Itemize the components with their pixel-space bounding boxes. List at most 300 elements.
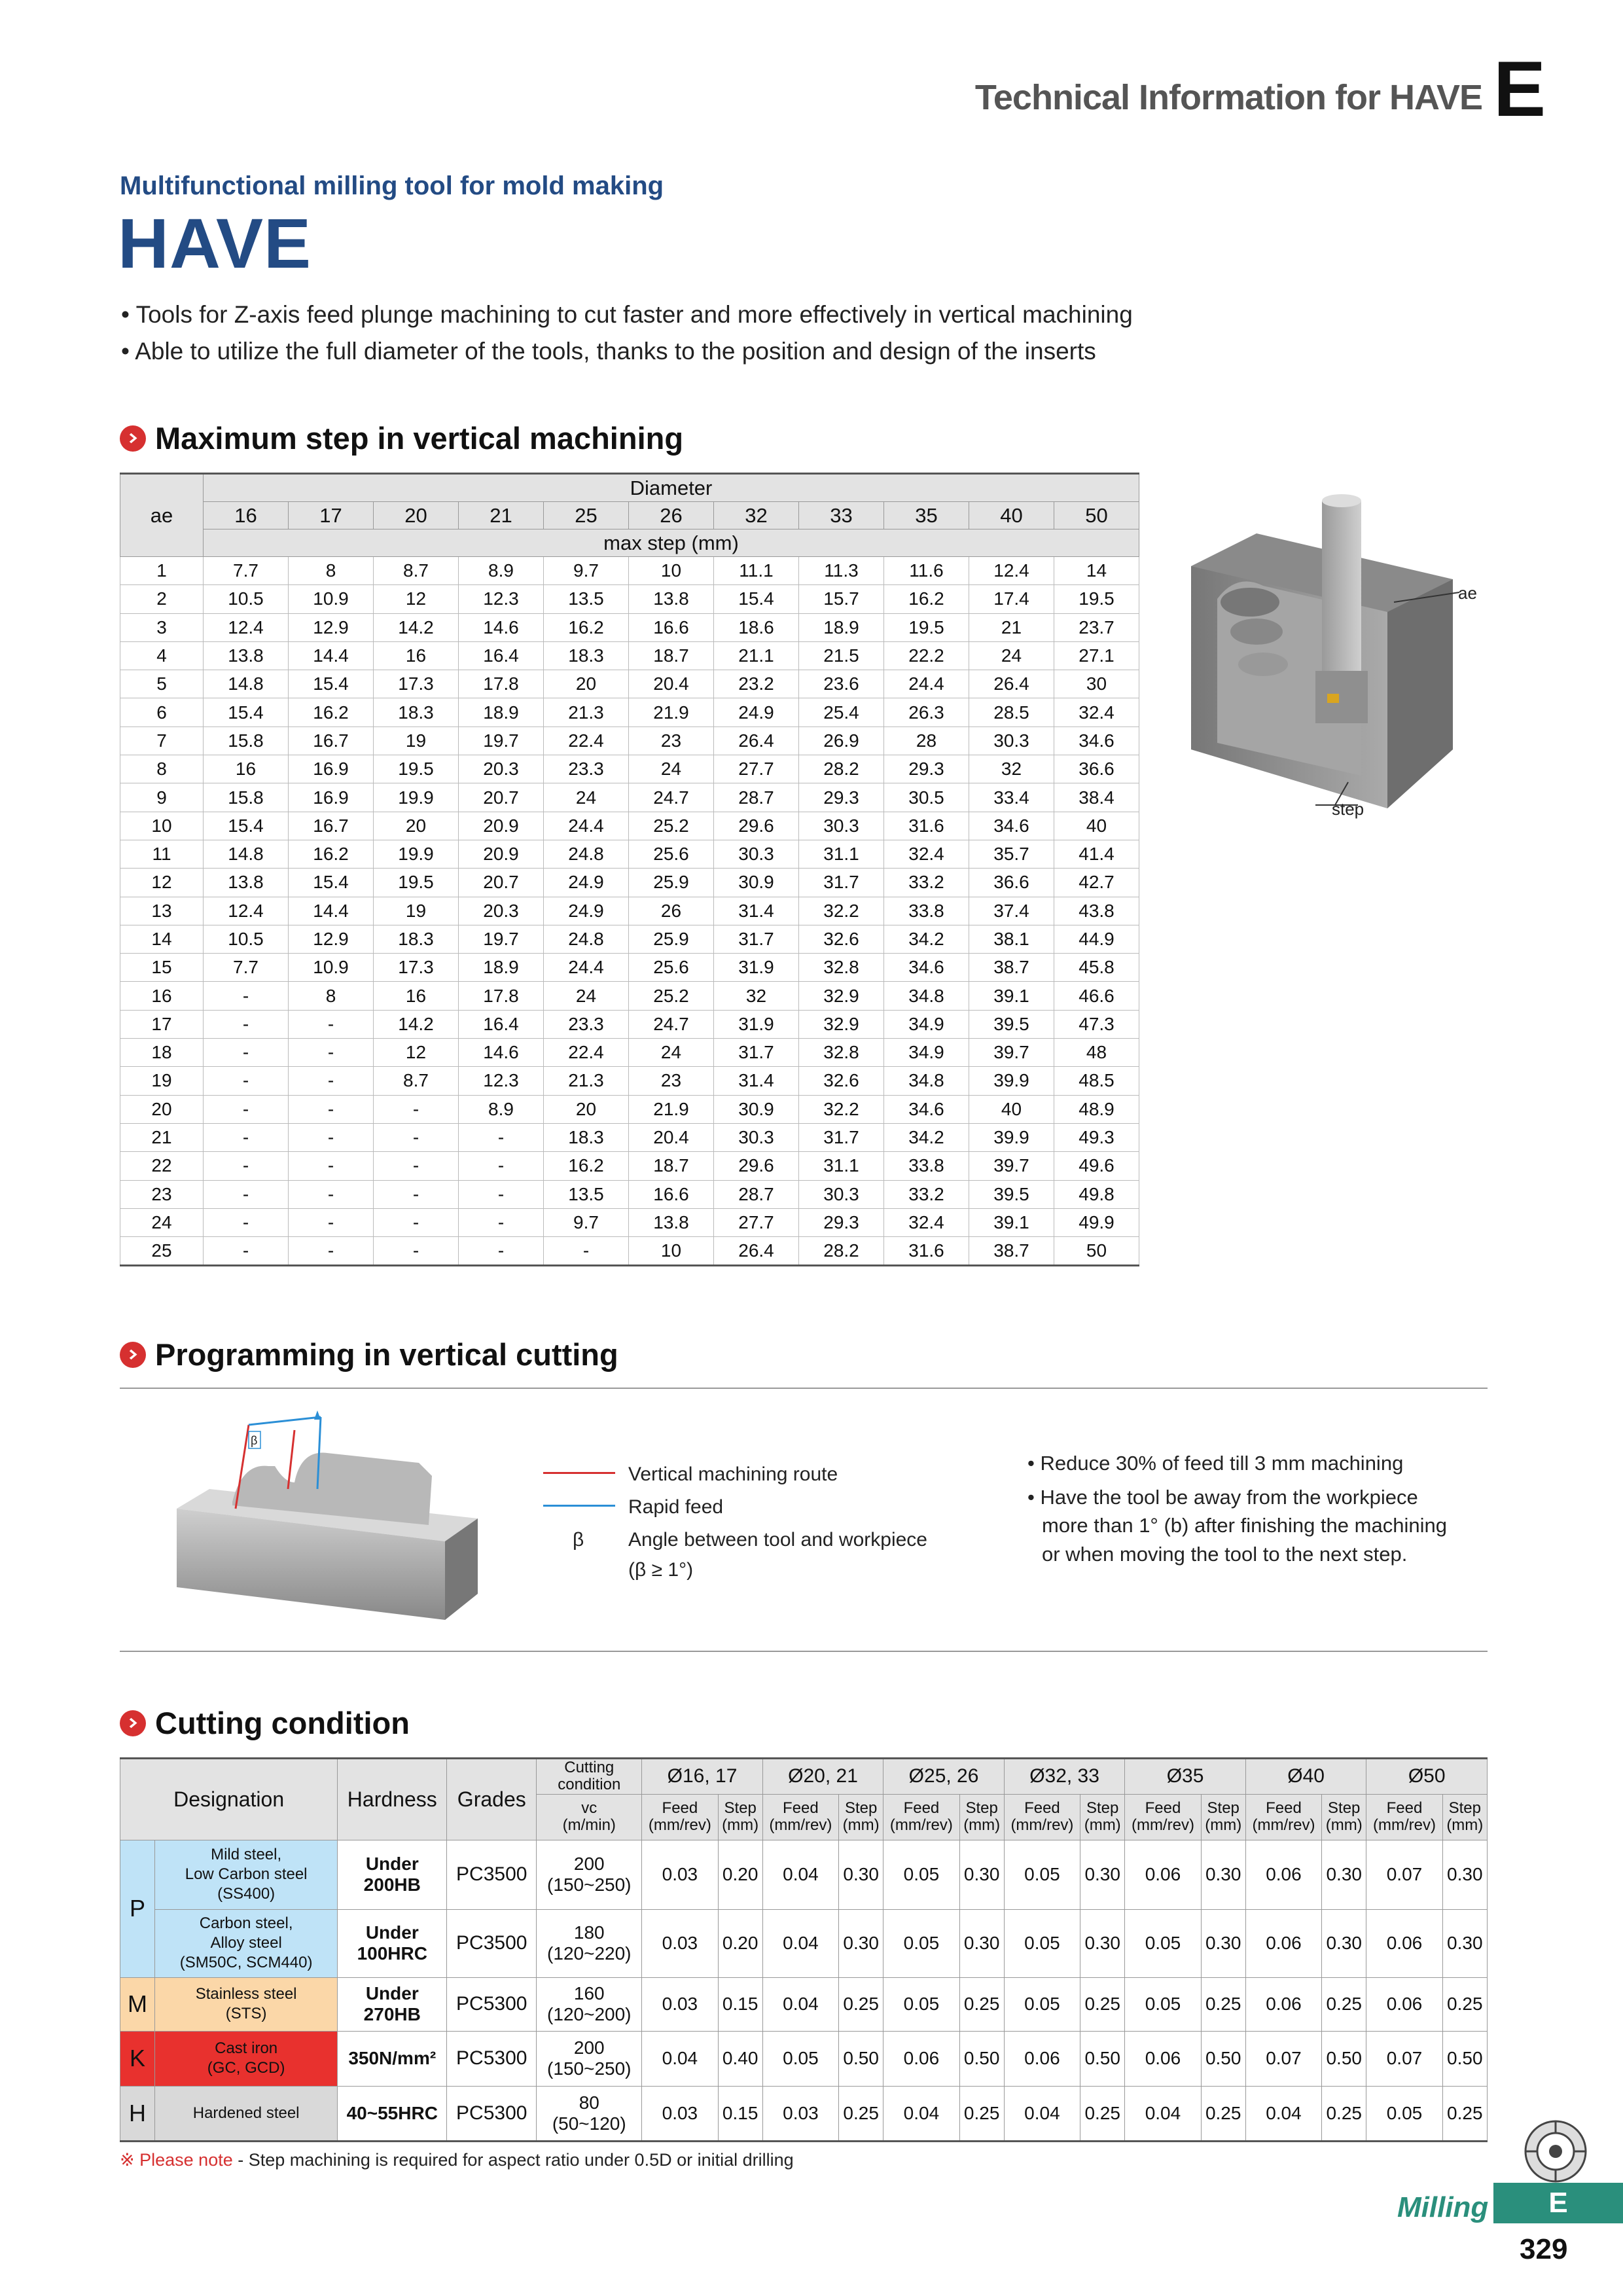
material-group-cell: M <box>120 1977 155 2031</box>
step-cell: 30.3 <box>714 1123 799 1151</box>
step-cell: 0.30 <box>1201 1840 1245 1909</box>
step-cell: 18.9 <box>459 954 544 982</box>
step-cell: 31.1 <box>799 1152 884 1180</box>
ae-cell: 23 <box>120 1180 204 1208</box>
step-cell: 44.9 <box>1054 925 1139 953</box>
feed-cell: 0.07 <box>1366 1840 1442 1909</box>
step-cell: 34.2 <box>884 925 969 953</box>
step-cell: 12.4 <box>204 897 289 925</box>
step-cell: 38.1 <box>969 925 1054 953</box>
note-1: • Reduce 30% of feed till 3 mm machining <box>1027 1452 1404 1475</box>
feed-cell: 0.03 <box>762 2086 838 2141</box>
step-cell: 0.50 <box>959 2031 1004 2086</box>
feed-label: Feed <box>903 1799 940 1817</box>
feed-subheader <box>642 1794 718 1840</box>
step-cell: - <box>289 1237 374 1266</box>
grade-cell: PC3500 <box>447 1909 537 1977</box>
step-cell: 0.30 <box>1442 1840 1487 1909</box>
step-cell: 10.9 <box>289 954 374 982</box>
step-cell: 28.2 <box>799 755 884 783</box>
step-cell: 12.3 <box>459 1067 544 1095</box>
table-row <box>120 698 1139 726</box>
step-cell: - <box>289 1095 374 1123</box>
step-cell: 42.7 <box>1054 869 1139 897</box>
step-subheader <box>839 1794 883 1840</box>
table-row <box>120 1010 1139 1038</box>
step-cell: 32.4 <box>884 840 969 868</box>
step-cell: 11.6 <box>884 557 969 585</box>
feed-cell: 0.04 <box>762 1977 838 2031</box>
table-row <box>120 2031 1488 2086</box>
diameter-group-header: Ø32, 33 <box>1004 1759 1125 1795</box>
feed-label: Feed <box>1266 1799 1302 1817</box>
footer-section-label: Milling <box>1397 2191 1489 2223</box>
step-cell: 34.6 <box>884 954 969 982</box>
step-subheader <box>718 1794 762 1840</box>
material-line: (GC, GCD) <box>207 2059 285 2077</box>
step-cell: 19 <box>374 897 459 925</box>
feed-subheader <box>1125 1794 1201 1840</box>
step-unit: (mm) <box>1325 1816 1363 1835</box>
step-cell: 24.8 <box>544 925 629 953</box>
step-cell: 8 <box>289 982 374 1010</box>
vc-header <box>537 1794 642 1840</box>
step-cell: 12.3 <box>459 585 544 613</box>
bullet-1-text: Tools for Z-axis feed plunge machining to cut faster and more effectively in vertical machining <box>135 301 1133 328</box>
step-cell: 13.8 <box>629 585 714 613</box>
ae-cell: 14 <box>120 925 204 953</box>
feed-cell: 0.05 <box>1125 1909 1201 1977</box>
feed-cell: 0.05 <box>883 1909 959 1977</box>
header-title: Technical Information for HAVE <box>974 78 1482 117</box>
hardness-line: 200HB <box>363 1874 421 1895</box>
cutting-condition-header: Cutting condition <box>537 1759 642 1795</box>
ae-cell: 4 <box>120 641 204 670</box>
step-subheader <box>1442 1794 1487 1840</box>
step-cell: 0.30 <box>1322 1840 1366 1909</box>
vertical-machining-diagram <box>1178 475 1492 828</box>
step-cell: 40 <box>969 1095 1054 1123</box>
step-cell: - <box>459 1152 544 1180</box>
step-cell: - <box>289 1123 374 1151</box>
step-cell: 38.7 <box>969 1237 1054 1266</box>
step-cell: 8.7 <box>374 1067 459 1095</box>
step-cell: - <box>544 1237 629 1266</box>
diameter-col-header: 21 <box>459 502 544 529</box>
step-cell: - <box>204 1039 289 1067</box>
feed-subheader <box>762 1794 838 1840</box>
ae-cell: 22 <box>120 1152 204 1180</box>
vc-range: (120~200) <box>547 2004 632 2025</box>
step-cell: 16.2 <box>884 585 969 613</box>
step-label: step <box>1332 799 1364 819</box>
step-cell: 32.6 <box>799 925 884 953</box>
step-cell: 13.8 <box>629 1208 714 1236</box>
step-cell: 0.30 <box>839 1909 883 1977</box>
step-cell: 16.9 <box>289 755 374 783</box>
ae-cell: 21 <box>120 1123 204 1151</box>
feed-unit: (mm/rev) <box>889 1816 953 1835</box>
step-cell: 20 <box>544 1095 629 1123</box>
vc-range: (150~250) <box>547 1874 632 1895</box>
diameter-col-header: 26 <box>629 502 714 529</box>
step-cell: 0.30 <box>1201 1909 1245 1977</box>
hardness-cell <box>338 2031 447 2086</box>
step-cell: 0.25 <box>959 1977 1004 2031</box>
step-cell: 18.7 <box>629 1152 714 1180</box>
vc-unit: (m/min) <box>562 1816 616 1835</box>
step-cell: 31.4 <box>714 897 799 925</box>
feed-label: Feed <box>783 1799 819 1817</box>
step-cell: 24.9 <box>544 869 629 897</box>
material-line: (SS400) <box>217 1885 276 1903</box>
step-cell: 13.8 <box>204 641 289 670</box>
step-cell: 32.4 <box>884 1208 969 1236</box>
step-cell: 0.25 <box>839 1977 883 2031</box>
step-cell: 0.25 <box>1442 2086 1487 2141</box>
step-unit: (mm) <box>963 1816 1001 1835</box>
step-cell: 23.7 <box>1054 613 1139 641</box>
hardness-line: Under <box>365 1922 419 1943</box>
step-cell: - <box>289 1180 374 1208</box>
step-label: Step <box>1086 1799 1119 1817</box>
arrow-circle-icon <box>120 425 146 452</box>
step-cell: 15.4 <box>289 670 374 698</box>
step-unit: (mm) <box>842 1816 880 1835</box>
feed-cell: 0.04 <box>883 2086 959 2141</box>
arrow-circle-icon <box>120 1710 146 1736</box>
step-cell: 24.8 <box>544 840 629 868</box>
step-cell: 33.4 <box>969 783 1054 812</box>
product-title: HAVE <box>118 204 312 283</box>
feed-cell: 0.05 <box>1004 1977 1080 2031</box>
diameter-col-header: 35 <box>884 502 969 529</box>
vc-cell <box>537 2086 642 2141</box>
step-cell: 39.7 <box>969 1152 1054 1180</box>
step-cell: 16 <box>374 982 459 1010</box>
step-cell: 49.6 <box>1054 1152 1139 1180</box>
step-cell: 7.7 <box>204 954 289 982</box>
vc-value: 80 <box>579 2092 599 2113</box>
feed-label: Feed <box>1024 1799 1060 1817</box>
note-2: • Have the tool be away from the workpiece more than 1° (b) after finishing the machining or when moving the tool to the next step. <box>1027 1486 1447 1566</box>
step-cell: 12.9 <box>289 613 374 641</box>
feed-cell: 0.05 <box>1125 1977 1201 2031</box>
hardness-header: Hardness <box>338 1759 447 1840</box>
step-cell: 11.1 <box>714 557 799 585</box>
table-row <box>120 925 1139 953</box>
feed-cell: 0.06 <box>1245 1840 1321 1909</box>
feed-cell: 0.04 <box>1245 2086 1321 2141</box>
step-cell: 26.9 <box>799 726 884 755</box>
step-cell: 0.30 <box>959 1840 1004 1909</box>
material-cell <box>155 1977 338 2031</box>
hardness-cell <box>338 1909 447 1977</box>
page-number: 329 <box>1520 2233 1568 2265</box>
step-cell: 25.9 <box>629 869 714 897</box>
step-cell: 35.7 <box>969 840 1054 868</box>
step-cell: 10 <box>629 557 714 585</box>
ae-cell: 8 <box>120 755 204 783</box>
step-cell: 24.7 <box>629 1010 714 1038</box>
step-cell: 33.8 <box>884 897 969 925</box>
step-unit: (mm) <box>1205 1816 1242 1835</box>
step-cell: 13.5 <box>544 585 629 613</box>
step-cell: - <box>374 1180 459 1208</box>
step-label: Step <box>1207 1799 1240 1817</box>
step-cell: 24.4 <box>884 670 969 698</box>
step-cell: 41.4 <box>1054 840 1139 868</box>
step-cell: 17.3 <box>374 954 459 982</box>
step-cell: 29.6 <box>714 812 799 840</box>
table-row <box>120 755 1139 783</box>
divider <box>120 1651 1488 1652</box>
step-cell: 32.8 <box>799 954 884 982</box>
step-cell: 0.25 <box>1201 2086 1245 2141</box>
step-cell: - <box>204 1237 289 1266</box>
step-cell: 17.4 <box>969 585 1054 613</box>
table-row <box>120 869 1139 897</box>
table-row <box>120 2086 1488 2141</box>
table-row <box>120 726 1139 755</box>
material-line: Mild steel, <box>211 1846 282 1864</box>
section-heading-step <box>120 420 683 456</box>
step-cell: 8.9 <box>459 557 544 585</box>
ae-cell: 17 <box>120 1010 204 1038</box>
feed-cell: 0.03 <box>642 2086 718 2141</box>
ae-cell: 24 <box>120 1208 204 1236</box>
step-cell: 20 <box>544 670 629 698</box>
step-cell: 48 <box>1054 1039 1139 1067</box>
diameter-col-header: 20 <box>374 502 459 529</box>
step-cell: 14.4 <box>289 897 374 925</box>
feed-cell: 0.04 <box>1125 2086 1201 2141</box>
subtitle: Multifunctional milling tool for mold making <box>120 171 664 200</box>
step-cell: 39.1 <box>969 1208 1054 1236</box>
step-cell: 27.7 <box>714 1208 799 1236</box>
step-cell: 19.5 <box>1054 585 1139 613</box>
step-cell: 9.7 <box>544 1208 629 1236</box>
grade-cell: PC5300 <box>447 2086 537 2141</box>
step-cell: 19.9 <box>374 840 459 868</box>
step-cell: 39.5 <box>969 1010 1054 1038</box>
step-cell: 16.2 <box>289 840 374 868</box>
hardness-line: Under <box>365 1983 419 2004</box>
step-cell: 20.4 <box>629 670 714 698</box>
step-cell: 33.2 <box>884 1180 969 1208</box>
table-row <box>120 1152 1139 1180</box>
step-cell: 30 <box>1054 670 1139 698</box>
step-cell: 17.3 <box>374 670 459 698</box>
step-cell: - <box>289 1152 374 1180</box>
step-unit: (mm) <box>1446 1816 1484 1835</box>
material-line: Hardened steel <box>192 2104 300 2122</box>
step-cell: 34.6 <box>1054 726 1139 755</box>
feed-cell: 0.07 <box>1366 2031 1442 2086</box>
footnote <box>120 2150 794 2170</box>
step-cell: 15.4 <box>204 698 289 726</box>
diameter-group-header: Ø50 <box>1366 1759 1488 1795</box>
step-cell: 27.1 <box>1054 641 1139 670</box>
step-cell: 15.4 <box>289 869 374 897</box>
feed-cell: 0.06 <box>1125 2031 1201 2086</box>
ae-cell: 1 <box>120 557 204 585</box>
bullet-2-text: Able to utilize the full diameter of the tools, thanks to the position and design of the inserts <box>135 338 1096 365</box>
step-cell: 25.2 <box>629 812 714 840</box>
vc-cell <box>537 1840 642 1909</box>
step-subheader <box>959 1794 1004 1840</box>
diameter-col-header: 25 <box>544 502 629 529</box>
step-cell: 33.8 <box>884 1152 969 1180</box>
diameter-group-header: Ø16, 17 <box>642 1759 763 1795</box>
step-cell: 26.4 <box>714 726 799 755</box>
vc-cell <box>537 2031 642 2086</box>
step-cell: 25.6 <box>629 840 714 868</box>
step-cell: 16.7 <box>289 726 374 755</box>
step-cell: 30.3 <box>799 1180 884 1208</box>
step-cell: 0.25 <box>839 2086 883 2141</box>
max-step-header: max step (mm) <box>204 529 1139 557</box>
step-cell: 20.3 <box>459 755 544 783</box>
step-cell: 24 <box>969 641 1054 670</box>
step-cell: 15.8 <box>204 783 289 812</box>
section-heading-cutting <box>120 1705 410 1741</box>
step-cell: 39.9 <box>969 1067 1054 1095</box>
diameter-col-header: 16 <box>204 502 289 529</box>
ae-cell: 19 <box>120 1067 204 1095</box>
programming-diagram <box>170 1410 484 1626</box>
step-cell: 39.7 <box>969 1039 1054 1067</box>
step-cell: 28.7 <box>714 783 799 812</box>
step-subheader <box>1322 1794 1366 1840</box>
material-line: (STS) <box>225 2005 267 2023</box>
ae-cell: 2 <box>120 585 204 613</box>
step-cell: 14.6 <box>459 1039 544 1067</box>
grades-header: Grades <box>447 1759 537 1840</box>
step-cell: 10 <box>629 1237 714 1266</box>
step-cell: 0.20 <box>718 1909 762 1977</box>
legend-vertical-route: Vertical machining route <box>628 1463 838 1485</box>
step-cell: 10.5 <box>204 585 289 613</box>
step-cell: 14.2 <box>374 613 459 641</box>
step-cell: 32.9 <box>799 1010 884 1038</box>
material-line: Alloy steel <box>210 1934 282 1952</box>
step-cell: 30.3 <box>969 726 1054 755</box>
step-cell: 49.3 <box>1054 1123 1139 1151</box>
step-cell: 11.3 <box>799 557 884 585</box>
step-cell: 31.6 <box>884 1237 969 1266</box>
step-cell: 50 <box>1054 1237 1139 1266</box>
designation-header: Designation <box>120 1759 338 1840</box>
step-cell: - <box>204 982 289 1010</box>
vc-range: (120~220) <box>547 1943 632 1964</box>
table-row <box>120 783 1139 812</box>
step-cell: 0.50 <box>1322 2031 1366 2086</box>
feed-label: Feed <box>1145 1799 1181 1817</box>
step-cell: 14.6 <box>459 613 544 641</box>
step-cell: 0.25 <box>959 2086 1004 2141</box>
step-cell: - <box>459 1180 544 1208</box>
step-cell: 24 <box>544 783 629 812</box>
step-label: Step <box>724 1799 757 1817</box>
step-cell: 0.25 <box>1322 1977 1366 2031</box>
legend-rapid-feed: Rapid feed <box>628 1496 724 1518</box>
step-cell: 45.8 <box>1054 954 1139 982</box>
ae-cell: 25 <box>120 1237 204 1266</box>
step-cell: 34.9 <box>884 1010 969 1038</box>
step-cell: 12.4 <box>969 557 1054 585</box>
feed-unit: (mm/rev) <box>648 1816 711 1835</box>
ae-cell: 13 <box>120 897 204 925</box>
material-cell <box>155 1909 338 1977</box>
step-table <box>120 473 1139 1266</box>
step-cell: 0.25 <box>1442 1977 1487 2031</box>
step-cell: 16.2 <box>544 613 629 641</box>
ae-cell: 7 <box>120 726 204 755</box>
step-cell: 29.3 <box>799 783 884 812</box>
step-cell: 32.4 <box>1054 698 1139 726</box>
step-cell: 22.4 <box>544 1039 629 1067</box>
step-cell: 16.2 <box>289 698 374 726</box>
hardness-line: Under <box>365 1854 419 1874</box>
step-cell: 46.6 <box>1054 982 1139 1010</box>
feed-cell: 0.04 <box>762 1840 838 1909</box>
feed-cell: 0.04 <box>762 1909 838 1977</box>
step-cell: 20 <box>374 812 459 840</box>
step-cell: - <box>374 1208 459 1236</box>
table-row <box>120 557 1139 585</box>
step-cell: 23.6 <box>799 670 884 698</box>
note-2-text: Have the tool be away from the workpiece more than 1° (b) after finishing the machining or when moving the tool to the next step. <box>1040 1486 1447 1566</box>
table-row <box>120 1123 1139 1151</box>
step-cell: - <box>289 1208 374 1236</box>
step-cell: 0.15 <box>718 2086 762 2141</box>
step-cell: 23 <box>629 1067 714 1095</box>
milling-tool-icon <box>1522 2117 1590 2186</box>
vc-value: 200 <box>573 1854 605 1874</box>
step-cell: 0.20 <box>718 1840 762 1909</box>
step-cell: 18.7 <box>629 641 714 670</box>
step-cell: 20.7 <box>459 869 544 897</box>
step-cell: 48.9 <box>1054 1095 1139 1123</box>
ae-cell: 20 <box>120 1095 204 1123</box>
step-cell: 19 <box>374 726 459 755</box>
material-cell <box>155 2086 338 2141</box>
feed-cell: 0.06 <box>883 2031 959 2086</box>
step-label: Step <box>1448 1799 1481 1817</box>
step-cell: 31.9 <box>714 954 799 982</box>
step-cell: - <box>459 1237 544 1266</box>
feed-cell: 0.03 <box>642 1977 718 2031</box>
section-heading-programming <box>120 1336 618 1372</box>
step-cell: 21.9 <box>629 1095 714 1123</box>
step-cell: 23.3 <box>544 1010 629 1038</box>
step-cell: 0.30 <box>839 1840 883 1909</box>
step-cell: 39.1 <box>969 982 1054 1010</box>
step-cell: 40 <box>1054 812 1139 840</box>
step-cell: 19.7 <box>459 925 544 953</box>
step-cell: 25.6 <box>629 954 714 982</box>
step-cell: 49.8 <box>1054 1180 1139 1208</box>
step-cell: 14.8 <box>204 670 289 698</box>
step-cell: 20.7 <box>459 783 544 812</box>
step-cell: 9.7 <box>544 557 629 585</box>
feed-cell: 0.05 <box>762 2031 838 2086</box>
step-cell: 19.5 <box>884 613 969 641</box>
step-cell: 12 <box>374 1039 459 1067</box>
arrow-circle-icon <box>120 1342 146 1368</box>
feed-cell: 0.06 <box>1245 1977 1321 2031</box>
